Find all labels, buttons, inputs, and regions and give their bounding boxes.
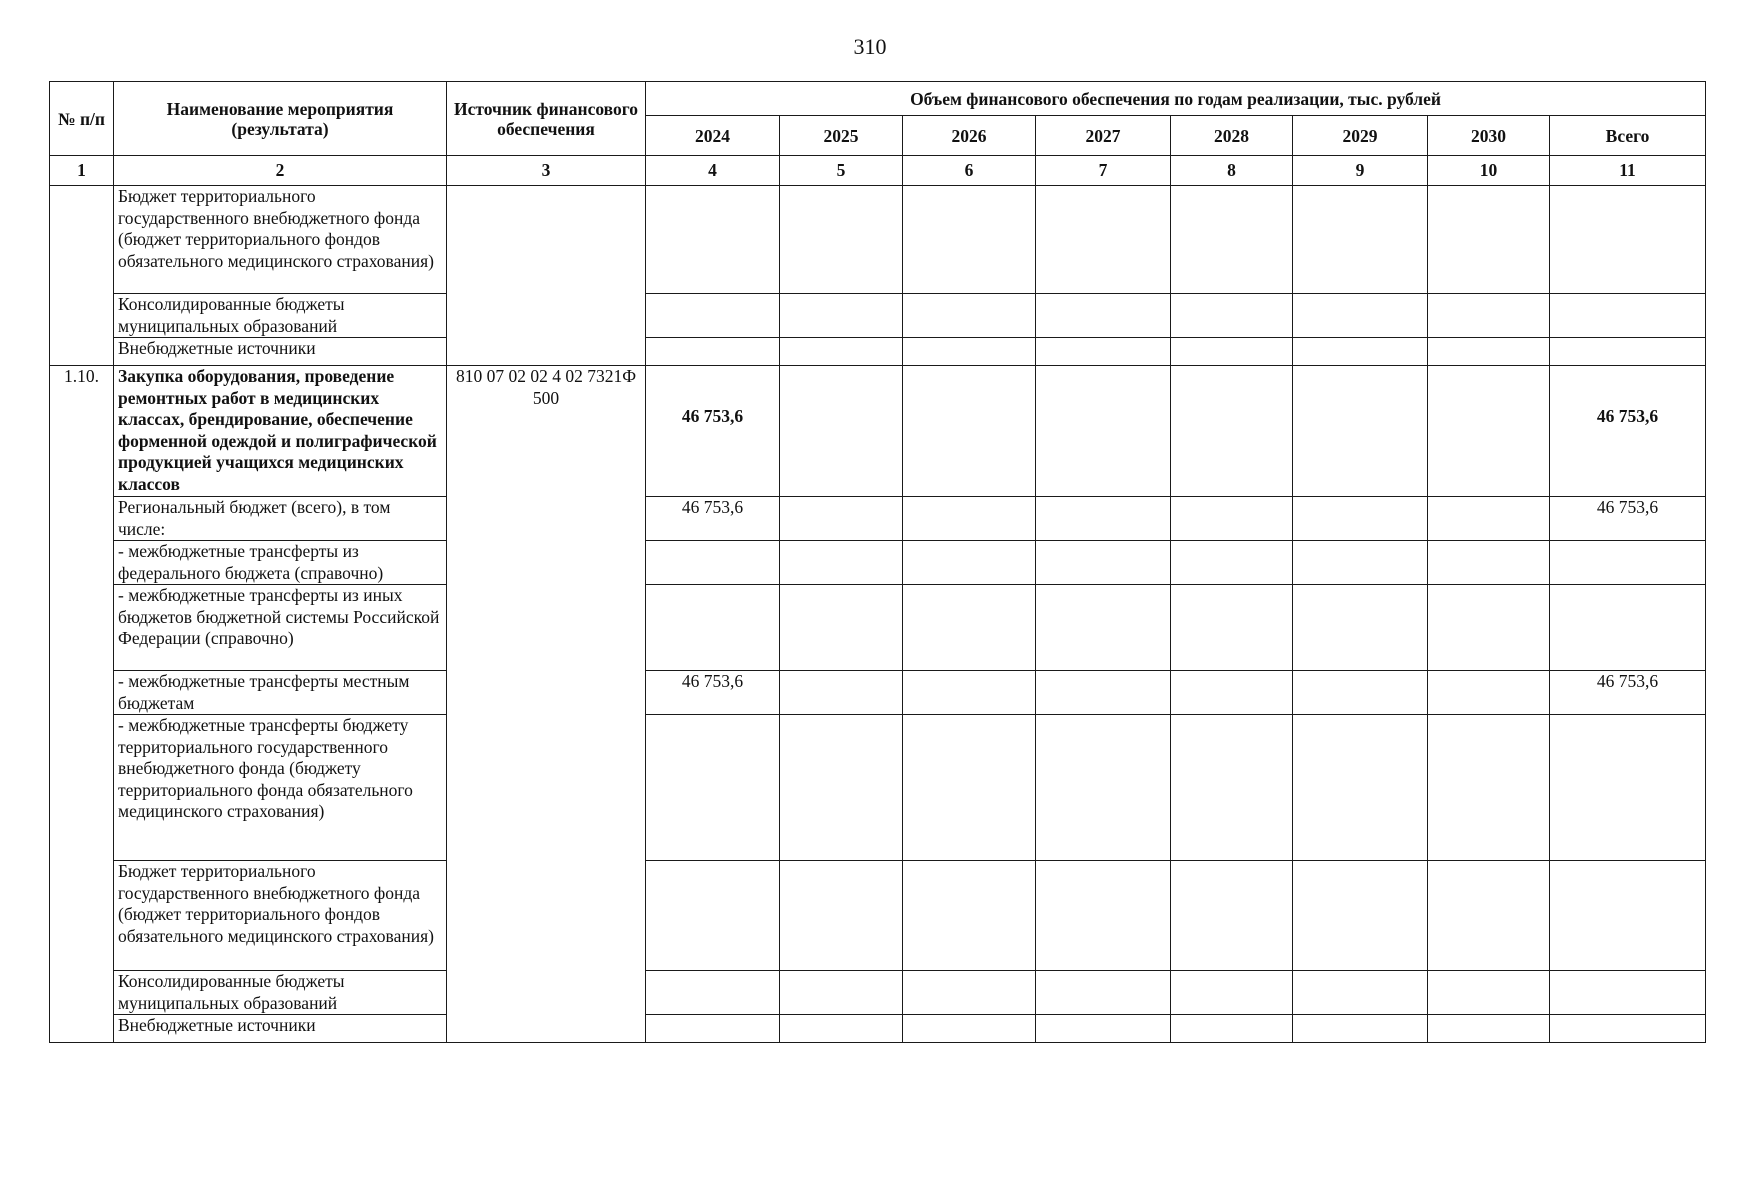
value-cell	[1428, 541, 1550, 585]
row-name: Бюджет территориального государственного внебюджетного фонда (бюджет территориального фондов обязательного медицинского страхования)	[114, 186, 447, 294]
table-row	[50, 497, 1706, 541]
value-cell	[1171, 715, 1293, 861]
table-row	[50, 186, 1706, 294]
value-cell	[1171, 585, 1293, 671]
row-name: Внебюджетные источники	[114, 338, 447, 366]
row-name: Консолидированные бюджеты муниципальных образований	[114, 971, 447, 1015]
value-cell	[1036, 338, 1171, 366]
value-cell	[646, 585, 780, 671]
value-cell	[903, 366, 1036, 497]
value-cell	[780, 294, 903, 338]
value-cell	[780, 715, 903, 861]
column-number: 5	[780, 156, 903, 186]
value-cell	[1171, 338, 1293, 366]
table-row	[50, 541, 1706, 585]
value-cell	[780, 971, 903, 1015]
value-cell	[646, 1015, 780, 1043]
table-row	[50, 366, 1706, 497]
value-cell	[1550, 186, 1706, 294]
page-number: 310	[853, 34, 887, 59]
table-row	[50, 585, 1706, 671]
financing-table	[49, 81, 1706, 1043]
column-number: 8	[1171, 156, 1293, 186]
table-row	[50, 861, 1706, 971]
table-row	[50, 294, 1706, 338]
value-cell	[903, 671, 1036, 715]
value-cell	[1550, 585, 1706, 671]
header-no: № п/п	[50, 82, 114, 156]
value-cell	[903, 715, 1036, 861]
header-source: Источник финансового обеспечения	[447, 82, 646, 156]
value-cell	[780, 585, 903, 671]
value-cell	[1428, 861, 1550, 971]
value-cell	[1036, 585, 1171, 671]
row-name: - межбюджетные трансферты из федерального бюджета (справочно)	[114, 541, 447, 585]
table-row	[50, 715, 1706, 861]
column-number: 3	[447, 156, 646, 186]
column-number: 9	[1293, 156, 1428, 186]
value-2024: 46 753,6	[646, 497, 780, 541]
value-cell	[646, 541, 780, 585]
value-cell	[903, 497, 1036, 541]
value-cell	[1036, 541, 1171, 585]
value-cell	[1293, 671, 1428, 715]
value-cell	[780, 671, 903, 715]
value-cell	[780, 541, 903, 585]
row-name: - межбюджетные трансферты местным бюджетам	[114, 671, 447, 715]
value-total: 46 753,6	[1550, 366, 1706, 497]
row-name: Консолидированные бюджеты муниципальных образований	[114, 294, 447, 338]
value-2024: 46 753,6	[646, 366, 780, 497]
value-cell	[1171, 971, 1293, 1015]
value-cell	[903, 971, 1036, 1015]
header-row-1	[50, 82, 1706, 116]
value-cell	[1293, 715, 1428, 861]
value-cell	[1171, 186, 1293, 294]
table-row	[50, 671, 1706, 715]
value-cell	[1293, 1015, 1428, 1043]
row-name: Внебюджетные источники	[114, 1015, 447, 1043]
value-total: 46 753,6	[1550, 497, 1706, 541]
value-cell	[780, 366, 903, 497]
source-code: 810 07 02 02 4 02 7321Ф 500	[447, 366, 646, 1043]
value-cell	[1171, 541, 1293, 585]
row-name: - межбюджетные трансферты из иных бюджетов бюджетной системы Российской Федерации (справочно)	[114, 585, 447, 671]
value-cell	[1550, 971, 1706, 1015]
value-cell	[780, 861, 903, 971]
value-cell	[1293, 971, 1428, 1015]
header-total: Всего	[1550, 116, 1706, 156]
value-cell	[780, 497, 903, 541]
value-cell	[1293, 861, 1428, 971]
row-name: Закупка оборудования, проведение ремонтных работ в медицинских классах, брендирование, обеспечение форменной одеждой и полиграфической продукцией учащихся медицинских классов	[114, 366, 447, 497]
column-number: 11	[1550, 156, 1706, 186]
header-year-2025: 2025	[780, 116, 903, 156]
column-number: 2	[114, 156, 447, 186]
value-cell	[646, 294, 780, 338]
value-total: 46 753,6	[1550, 671, 1706, 715]
header-year-2030: 2030	[1428, 116, 1550, 156]
header-name: Наименование мероприятия (результата)	[114, 82, 447, 156]
column-number: 1	[50, 156, 114, 186]
value-cell	[903, 294, 1036, 338]
column-number: 7	[1036, 156, 1171, 186]
value-cell	[1550, 1015, 1706, 1043]
table-row	[50, 1015, 1706, 1043]
value-cell	[1428, 971, 1550, 1015]
value-cell	[1428, 715, 1550, 861]
value-cell	[646, 971, 780, 1015]
value-cell	[903, 338, 1036, 366]
value-cell	[903, 1015, 1036, 1043]
value-cell	[1550, 715, 1706, 861]
table-row	[50, 338, 1706, 366]
header-year-2024: 2024	[646, 116, 780, 156]
value-cell	[1293, 497, 1428, 541]
value-cell	[1036, 366, 1171, 497]
value-cell	[1428, 1015, 1550, 1043]
value-cell	[780, 186, 903, 294]
row-number-cell	[50, 186, 114, 366]
value-cell	[1293, 338, 1428, 366]
value-cell	[1036, 186, 1171, 294]
column-number: 10	[1428, 156, 1550, 186]
table-row	[50, 971, 1706, 1015]
header-year-2028: 2028	[1171, 116, 1293, 156]
value-cell	[903, 541, 1036, 585]
value-cell	[1293, 585, 1428, 671]
value-cell	[1036, 294, 1171, 338]
row-name: Региональный бюджет (всего), в том числе:	[114, 497, 447, 541]
value-cell	[1428, 338, 1550, 366]
value-cell	[1428, 186, 1550, 294]
value-cell	[1171, 671, 1293, 715]
value-cell	[1171, 294, 1293, 338]
value-cell	[1171, 497, 1293, 541]
value-cell	[1428, 497, 1550, 541]
value-cell	[903, 861, 1036, 971]
value-cell	[646, 186, 780, 294]
header-year-2027: 2027	[1036, 116, 1171, 156]
value-cell	[1293, 186, 1428, 294]
value-cell	[1428, 585, 1550, 671]
value-cell	[646, 715, 780, 861]
header-volume: Объем финансового обеспечения по годам реализации, тыс. рублей	[646, 82, 1706, 116]
value-cell	[903, 186, 1036, 294]
value-cell	[1428, 294, 1550, 338]
value-cell	[1036, 971, 1171, 1015]
column-numbers-row	[50, 156, 1706, 186]
column-number: 4	[646, 156, 780, 186]
value-cell	[1550, 541, 1706, 585]
value-cell	[1171, 366, 1293, 497]
header-year-2026: 2026	[903, 116, 1036, 156]
value-2024: 46 753,6	[646, 671, 780, 715]
value-cell	[1428, 671, 1550, 715]
row-name: - межбюджетные трансферты бюджету территориального государственного внебюджетного фонда (бюджету территориального фонда обязательного медицинского страхования)	[114, 715, 447, 861]
value-cell	[1036, 715, 1171, 861]
value-cell	[1171, 861, 1293, 971]
value-cell	[1550, 861, 1706, 971]
row-name: Бюджет территориального государственного внебюджетного фонда (бюджет территориального фондов обязательного медицинского страхования)	[114, 861, 447, 971]
value-cell	[1171, 1015, 1293, 1043]
value-cell	[1550, 338, 1706, 366]
value-cell	[1293, 541, 1428, 585]
source-cell	[447, 186, 646, 366]
value-cell	[903, 585, 1036, 671]
value-cell	[1036, 671, 1171, 715]
header-year-2029: 2029	[1293, 116, 1428, 156]
value-cell	[1428, 366, 1550, 497]
value-cell	[1036, 861, 1171, 971]
value-cell	[1036, 1015, 1171, 1043]
value-cell	[780, 1015, 903, 1043]
value-cell	[780, 338, 903, 366]
value-cell	[1293, 366, 1428, 497]
column-number: 6	[903, 156, 1036, 186]
value-cell	[646, 338, 780, 366]
value-cell	[646, 861, 780, 971]
row-number: 1.10.	[50, 366, 114, 1043]
value-cell	[1293, 294, 1428, 338]
value-cell	[1036, 497, 1171, 541]
value-cell	[1550, 294, 1706, 338]
